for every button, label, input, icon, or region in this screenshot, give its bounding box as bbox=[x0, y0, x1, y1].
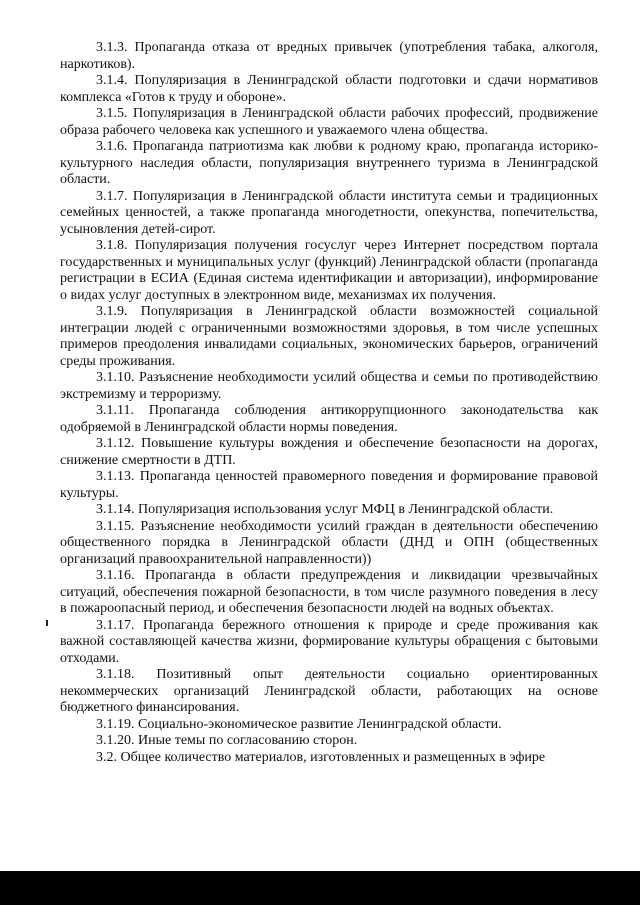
paragraph-3-1-19: 3.1.19. Социально-экономическое развитие Ленинградской области. bbox=[96, 716, 502, 732]
paragraph-3-1-10: 3.1.10. Разъяснение необходимости усилий общества и семьи по противодействию экстремизму и терроризму. bbox=[60, 370, 598, 402]
paragraph-3-1-12: 3.1.12. Повышение культуры вождения и обеспечение безопасности на дорогах, снижение смертности в ДТП. bbox=[60, 436, 598, 468]
paragraph-3-1-13: 3.1.13. Пропаганда ценностей правомерного поведения и формирование правовой культуры. bbox=[60, 469, 598, 501]
paragraph-3-1-6: 3.1.6. Пропаганда патриотизма как любви к родному краю, пропаганда историко-культурного наследия области, популяризация внутреннего туризма в Ленинградской области. bbox=[60, 139, 598, 187]
paragraph-3-1-16: 3.1.16. Пропаганда в области предупреждения и ликвидации чрезвычайных ситуаций, обеспечения пожарной безопасности, в том числе разумного поведения в лесу в пожароопасный период, и обеспечения безопасности людей на водных объектах. bbox=[60, 568, 598, 616]
paragraph-3-1-17: 3.1.17. Пропаганда бережного отношения к природе и среде проживания как важной составляющей качества жизни, формирование культуры обращения с бытовыми отходами. bbox=[60, 617, 598, 666]
paragraph-3-1-5: 3.1.5. Популяризация в Ленинградской области рабочих профессий, продвижение образа рабочего человека как успешного и уважаемого члена общества. bbox=[60, 106, 598, 138]
paragraph-3-1-15: 3.1.15. Разъяснение необходимости усилий граждан в деятельности обеспечению общественного порядка в Ленинградской области (ДНД и ОПН (общественных организаций правоохранительной направленности)) bbox=[60, 518, 598, 567]
document-body bbox=[60, 40, 598, 766]
paragraph-3-1-8: 3.1.8. Популяризация получения госуслуг через Интернет посредством портала государственных и муниципальных услуг (функций) Ленинградской области (пропаганда регистрации в ЕСИА (Единая система идентификации и авторизации), информирование о видах услуг доступных в электронном виде, механизмах их получения. bbox=[60, 238, 598, 303]
paragraph-3-1-18: 3.1.18. Позитивный опыт деятельности социально ориентированных некоммерческих организаций Ленинградской области, работающих на основе бюджетного финансирования. bbox=[60, 667, 598, 715]
paragraph-3-1-20: 3.1.20. Иные темы по согласованию сторон. bbox=[96, 733, 358, 748]
paragraph-3-1-11: 3.1.11. Пропаганда соблюдения антикоррупционного законодательства как одобряемой в Ленинградской области нормы поведения. bbox=[60, 403, 598, 435]
paragraph-3-1-4: 3.1.4. Популяризация в Ленинградской области подготовки и сдачи нормативов комплекса «Готов к труду и обороне». bbox=[60, 73, 598, 105]
scan-bottom-edge bbox=[0, 871, 640, 905]
paragraph-3-1-9: 3.1.9. Популяризация в Ленинградской области возможностей социальной интеграции людей с ограниченными возможностями здоровья, в том числе успешных примеров преодоления инвалидами социальных, экономических барьеров, ограничений среды проживания. bbox=[60, 304, 598, 369]
paragraph-3-1-14: 3.1.14. Популяризация использования услуг МФЦ в Ленинградской области. bbox=[96, 502, 554, 517]
paragraph-3-1-7: 3.1.7. Популяризация в Ленинградской области института семьи и традиционных семейных ценностей, а также пропаганда многодетности, опекунства, попечительства, усыновления детей-сирот. bbox=[60, 188, 598, 237]
scan-speck bbox=[46, 620, 48, 626]
paragraph-3-2: 3.2. Общее количество материалов, изготовленных и размещенных в эфире bbox=[96, 749, 546, 765]
paragraph-3-1-3: 3.1.3. Пропаганда отказа от вредных привычек (употребления табака, алкоголя, наркотиков). bbox=[60, 40, 598, 72]
